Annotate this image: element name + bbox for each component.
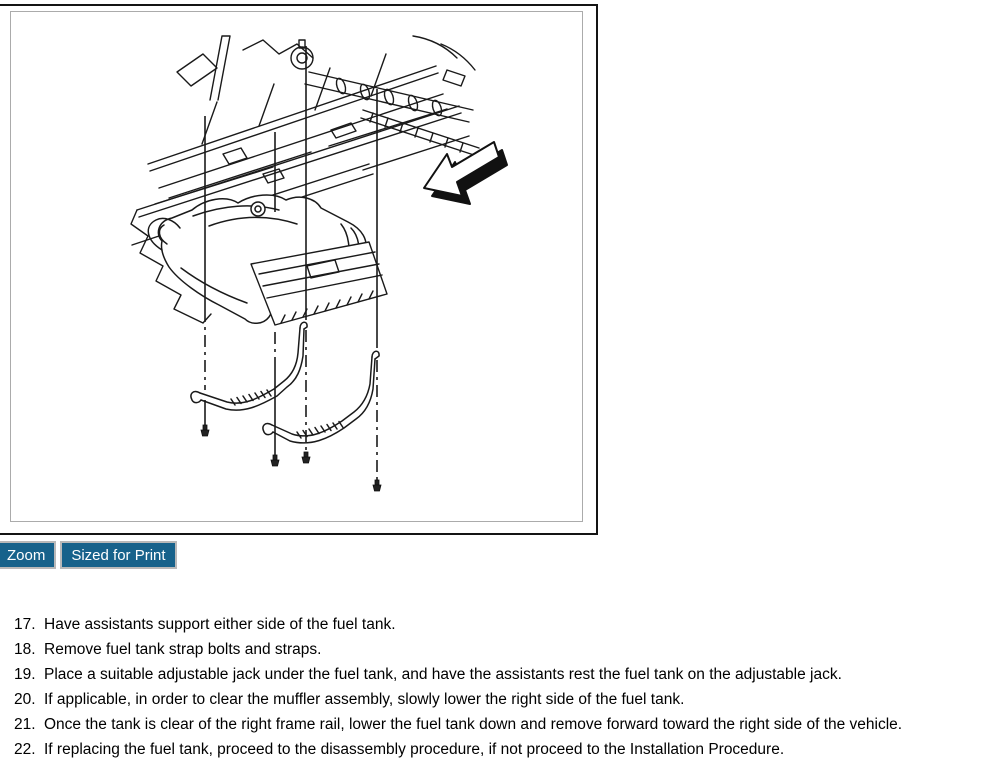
- step-number: 21.: [14, 716, 36, 733]
- figure-image-box: [10, 11, 583, 522]
- step-number: 22.: [14, 741, 36, 758]
- figure-frame: [0, 4, 598, 535]
- zoom-button[interactable]: Zoom: [0, 541, 56, 569]
- step-text: Once the tank is clear of the right frame rail, lower the fuel tank down and remove forward toward the right side of the vehicle.: [44, 716, 903, 733]
- procedure-step: [0, 662, 1000, 687]
- step-number: 19.: [14, 666, 36, 683]
- procedure-step: [0, 612, 1000, 637]
- step-text: Place a suitable adjustable jack under the fuel tank, and have the assistants rest the fuel tank on the adjustable jack.: [44, 666, 842, 683]
- step-text: Remove fuel tank strap bolts and straps.: [44, 641, 322, 658]
- step-text: Have assistants support either side of the fuel tank.: [44, 616, 396, 633]
- procedure-step-list: [0, 612, 1000, 762]
- step-number: 18.: [14, 641, 36, 658]
- procedure-step: [0, 637, 1000, 662]
- procedure-step: [0, 737, 1000, 762]
- procedure-step: [0, 712, 1000, 737]
- procedure-step: [0, 687, 1000, 712]
- sized-for-print-button[interactable]: Sized for Print: [60, 541, 176, 569]
- step-number: 20.: [14, 691, 36, 708]
- figure-toolbar: [0, 541, 177, 569]
- direction-arrow-icon: [424, 142, 507, 204]
- step-text: If replacing the fuel tank, proceed to the disassembly procedure, if not proceed to the Installation Procedure.: [44, 741, 785, 758]
- vehicle-underbody-illustration: [11, 12, 580, 519]
- fuel-tank-straps: [191, 322, 379, 443]
- step-text: If applicable, in order to clear the muffler assembly, slowly lower the right side of the fuel tank.: [44, 691, 685, 708]
- step-number: 17.: [14, 616, 36, 633]
